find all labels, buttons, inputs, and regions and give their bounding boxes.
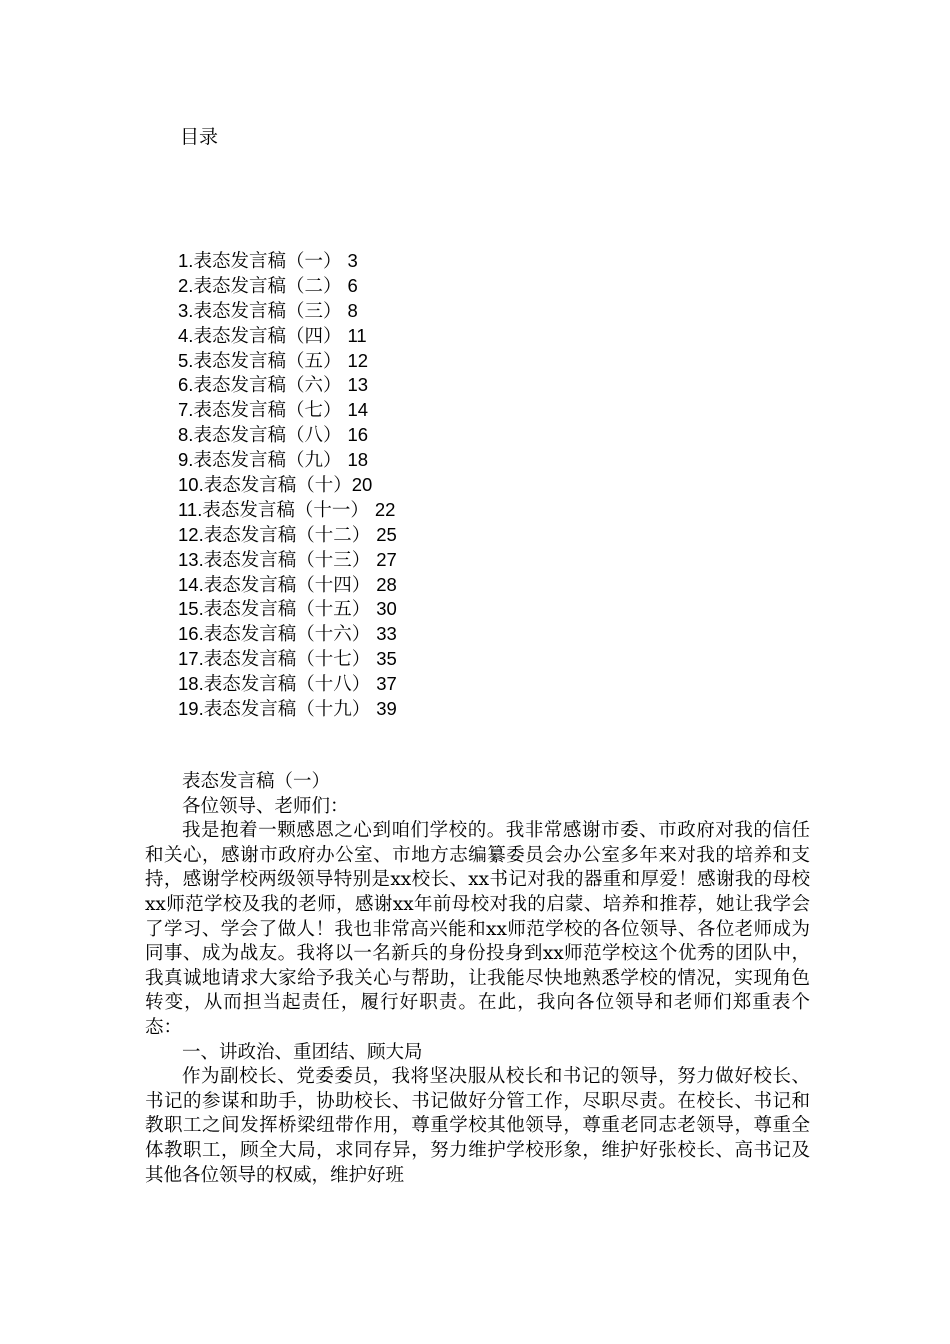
toc-item[interactable] bbox=[178, 622, 397, 647]
toc-item-page: 11 bbox=[347, 324, 367, 346]
toc-item-title: 表态发言稿（十） bbox=[203, 475, 352, 497]
toc-item[interactable] bbox=[178, 299, 397, 324]
toc-item[interactable] bbox=[178, 373, 397, 398]
toc-item[interactable] bbox=[178, 274, 397, 299]
toc-item[interactable] bbox=[178, 597, 397, 622]
toc-item-title: 表态发言稿（十三） bbox=[203, 549, 371, 571]
article-paragraph: 作为副校长、党委委员，我将坚决服从校长和书记的领导，努力做好校长、书记的参谋和助手，协助校长、书记做好分管工作，尽职尽责。在校长、书记和教职工之间发挥桥梁纽带作用，尊重学校其他领导，尊重老同志老领导，尊重全体教职工，顾全大局，求同存异，努力维护学校形象，维护好张校长、高书记及其他各位领导的权威，维护好班 bbox=[145, 1066, 810, 1186]
toc-item[interactable] bbox=[178, 647, 397, 672]
toc-item-page: 13 bbox=[347, 374, 369, 396]
toc-item-title: 表态发言稿（七） bbox=[193, 400, 342, 422]
toc-item-number: 14. bbox=[178, 573, 204, 595]
article-body bbox=[145, 770, 810, 1188]
toc-item[interactable] bbox=[178, 423, 397, 448]
toc-item-page: 37 bbox=[376, 673, 397, 695]
toc-item-title: 表态发言稿（四） bbox=[193, 325, 342, 347]
toc-item-number: 15. bbox=[178, 598, 204, 620]
toc-item-page: 28 bbox=[376, 573, 397, 595]
toc-item[interactable] bbox=[178, 498, 397, 523]
toc-item[interactable] bbox=[178, 349, 397, 374]
toc-item-number: 17. bbox=[178, 648, 204, 670]
toc-item-title: 表态发言稿（十七） bbox=[203, 649, 371, 671]
toc-item-title: 表态发言稿（五） bbox=[193, 350, 342, 372]
toc-item-title: 表态发言稿（十一） bbox=[202, 499, 369, 521]
toc-item-number: 1. bbox=[178, 250, 194, 271]
toc-item-number: 7. bbox=[178, 399, 194, 421]
toc-item-title: 表态发言稿（一） bbox=[193, 251, 342, 272]
toc-item-page: 20 bbox=[351, 474, 373, 496]
toc-item-page: 16 bbox=[347, 424, 369, 446]
toc-item-number: 19. bbox=[178, 698, 204, 720]
toc-item-title: 表态发言稿（十九） bbox=[203, 699, 371, 721]
toc-item-title: 表态发言稿（十二） bbox=[203, 524, 371, 546]
article-title: 表态发言稿（一） bbox=[182, 771, 331, 792]
toc-item-number: 10. bbox=[178, 474, 204, 496]
toc-item[interactable] bbox=[178, 398, 397, 423]
toc-item[interactable] bbox=[178, 573, 397, 598]
toc-item-number: 8. bbox=[178, 424, 194, 446]
toc-item-number: 13. bbox=[178, 548, 204, 570]
toc-item[interactable] bbox=[178, 473, 397, 498]
toc-item-page: 8 bbox=[347, 299, 358, 321]
toc-item-title: 表态发言稿（十八） bbox=[203, 674, 371, 696]
toc-item-page: 6 bbox=[347, 274, 358, 296]
section-heading: 一、讲政治、重团结、顾大局 bbox=[182, 1041, 423, 1063]
toc-item-number: 3. bbox=[178, 299, 194, 321]
toc-item-title: 表态发言稿（二） bbox=[193, 275, 342, 297]
toc-item-title: 表态发言稿（三） bbox=[193, 300, 342, 322]
toc-item[interactable] bbox=[178, 523, 397, 548]
toc-item-number: 16. bbox=[178, 623, 204, 645]
toc-item[interactable] bbox=[178, 249, 397, 274]
toc-item-number: 2. bbox=[178, 274, 194, 296]
toc-item-title: 表态发言稿（九） bbox=[193, 450, 342, 472]
article-salutation: 各位领导、老师们： bbox=[182, 795, 349, 817]
table-of-contents bbox=[178, 249, 397, 722]
toc-item[interactable] bbox=[178, 548, 397, 573]
toc-item[interactable] bbox=[178, 324, 397, 349]
toc-item-title: 表态发言稿（十四） bbox=[203, 574, 371, 596]
toc-item-page: 14 bbox=[347, 399, 369, 421]
toc-item-page: 35 bbox=[376, 648, 397, 670]
toc-item-title: 表态发言稿（八） bbox=[193, 425, 342, 447]
toc-item-page: 18 bbox=[347, 449, 369, 471]
toc-item[interactable] bbox=[178, 672, 397, 697]
toc-item[interactable] bbox=[178, 697, 397, 722]
toc-item-page: 3 bbox=[347, 250, 358, 271]
toc-item-page: 30 bbox=[376, 598, 397, 620]
toc-item-title: 表态发言稿（十五） bbox=[203, 599, 371, 621]
toc-item-page: 12 bbox=[347, 349, 369, 371]
toc-item[interactable] bbox=[178, 448, 397, 473]
toc-item-title: 表态发言稿（六） bbox=[193, 375, 342, 397]
toc-item-number: 18. bbox=[178, 673, 204, 695]
toc-item-number: 4. bbox=[178, 324, 194, 346]
toc-heading: 目录 bbox=[180, 126, 219, 148]
toc-item-number: 12. bbox=[178, 523, 204, 545]
toc-item-page: 39 bbox=[376, 698, 397, 720]
article-paragraph: 我是抱着一颗感恩之心到咱们学校的。我非常感谢市委、市政府对我的信任和关心，感谢市政府办公室、市地方志编纂委员会办公室多年来对我的培养和支持，感谢学校两级领导特别是xx校长、xx书记对我的器重和厚爱！感谢我的母校xx师范学校及我的老师，感谢xx年前母校对我的启蒙、培养和推荐，她让我学会了学习、学会了做人！我也非常高兴能和xx师范学校的各位领导、各位老师成为同事、成为战友。我将以一名新兵的身份投身到xx师范学校这个优秀的团队中，我真诚地请求大家给予我关心与帮助，让我能尽快地熟悉学校的情况，实现角色转变，从而担当起责任，履行好职责。在此，我向各位领导和老师们郑重表个态： bbox=[145, 820, 810, 1038]
toc-item-page: 25 bbox=[376, 523, 397, 545]
toc-item-number: 5. bbox=[178, 349, 194, 371]
toc-item-page: 33 bbox=[376, 623, 397, 645]
toc-item-title: 表态发言稿（十六） bbox=[203, 624, 371, 646]
toc-item-number: 6. bbox=[178, 374, 194, 396]
toc-item-number: 11. bbox=[178, 498, 203, 520]
toc-item-page: 22 bbox=[374, 498, 396, 520]
toc-item-number: 9. bbox=[178, 449, 194, 471]
toc-item-page: 27 bbox=[376, 548, 397, 570]
